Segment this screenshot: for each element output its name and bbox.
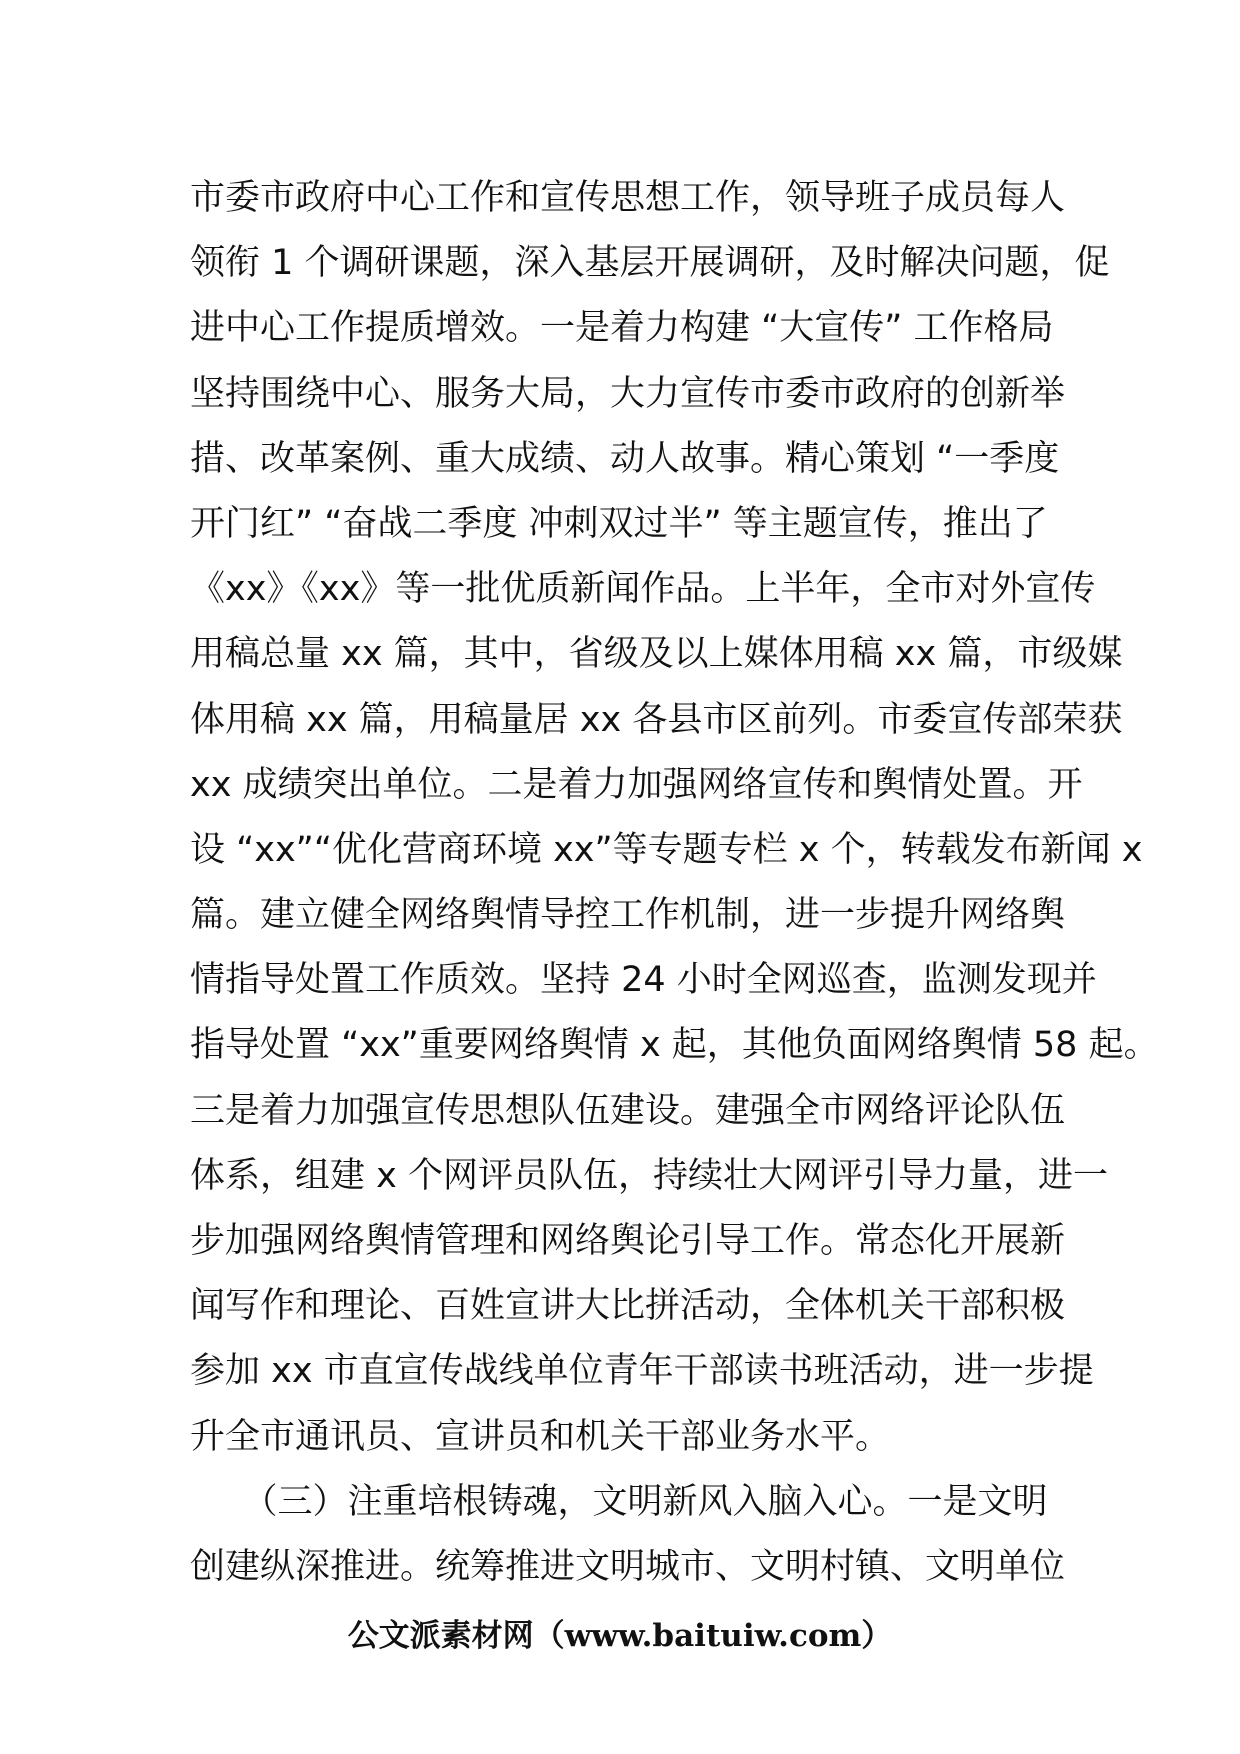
text-line: 开门红” “奋战二季度 冲刺双过半” 等主题宣传，推出了 xyxy=(190,503,1048,544)
text-line: 篇。建立健全网络舆情导控工作机制，进一步提升网络舆 xyxy=(190,895,1066,936)
text-line: 体用稿 xx 篇，用稿量居 xx 各县市区前列。市委宣传部荣获 xyxy=(190,699,1123,740)
text-line: 体系，组建 x 个网评员队伍，持续壮大网评引导力量，进一 xyxy=(190,1155,1108,1196)
text-line: 参加 xx 市直宣传战线单位青年干部读书班活动，进一步提 xyxy=(190,1351,1094,1392)
text-line: 闻写作和理论、百姓宣讲大比拼活动，全体机关干部积极 xyxy=(190,1286,1066,1327)
text-line: 领衔 1 个调研课题，深入基层开展调研，及时解决问题，促 xyxy=(190,243,1110,284)
text-line: 进中心工作提质增效。一是着力构建 “大宣传” 工作格局 xyxy=(190,308,1054,349)
text-line: 市委市政府中心工作和宣传思想工作，领导班子成员每人 xyxy=(190,178,1066,218)
text-line: 情指导处置工作质效。坚持 24 小时全网巡查，监测发现并 xyxy=(190,960,1097,1001)
text-line: 设 “xx”“优化营商环境 xx”等专题专栏 x 个，转载发布新闻 x xyxy=(190,829,1143,870)
text-line: 用稿总量 xx 篇，其中，省级及以上媒体用稿 xx 篇，市级媒 xyxy=(190,634,1123,675)
section-heading-line: （三）注重培根铸魂，文明新风入脑入心。一是文明 xyxy=(190,1481,1048,1522)
text-line: 三是着力加强宣传思想队伍建设。建强全市网络评论队伍 xyxy=(190,1090,1066,1131)
text-line: 措、改革案例、重大成绩、动人故事。精心策划 “一季度 xyxy=(190,438,1060,479)
text-line: 创建纵深推进。统筹推进文明城市、文明村镇、文明单位 xyxy=(190,1546,1066,1587)
text-line: 升全市通讯员、宣讲员和机关干部业务水平。 xyxy=(190,1416,891,1457)
footer-watermark: 公文派素材网（www.baituiw.com） xyxy=(347,1618,893,1654)
text-line: xx 成绩突出单位。二是着力加强网络宣传和舆情处置。开 xyxy=(190,764,1083,805)
text-line: 坚持围绕中心、服务大局，大力宣传市委市政府的创新举 xyxy=(190,373,1066,414)
text-line: 《xx》《xx》等一批优质新闻作品。上半年，全市对外宣传 xyxy=(190,569,1096,610)
body-text xyxy=(190,166,1159,1600)
text-line: 步加强网络舆情管理和网络舆论引导工作。常态化开展新 xyxy=(190,1221,1066,1261)
text-line: 指导处置 “xx”重要网络舆情 x 起，其他负面网络舆情 58 起。 xyxy=(190,1025,1159,1066)
